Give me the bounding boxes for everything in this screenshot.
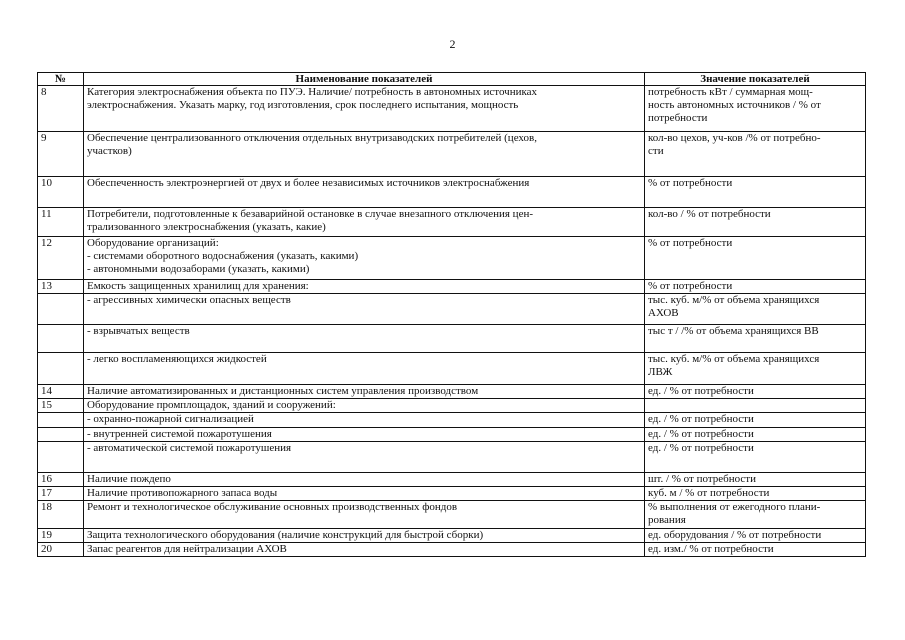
table-row <box>38 413 866 428</box>
indicator-name-cell <box>84 208 645 237</box>
table-row <box>38 442 866 473</box>
indicator-value-line: тыс т / /% от объема хранящихся ВВ <box>648 325 819 337</box>
indicator-value-line: % от потребности <box>648 280 733 292</box>
indicator-value-line: ед. изм./ % от потребности <box>648 543 774 555</box>
indicator-name-cell <box>84 385 645 399</box>
table-row <box>38 473 866 487</box>
indicator-value-cell <box>645 442 866 473</box>
table-row <box>38 399 866 413</box>
indicator-value-line: ед. / % от потребности <box>648 428 754 440</box>
indicator-name-line: Обеспеченность электроэнергией от двух и более независимых источников электроснабжения <box>87 177 530 189</box>
row-number: 10 <box>38 177 84 208</box>
row-number: 8 <box>38 86 84 132</box>
indicator-name-line: Емкость защищенных хранилищ для хранения: <box>87 280 309 292</box>
table-row <box>38 487 866 501</box>
indicator-value-cell <box>645 177 866 208</box>
indicator-name-cell <box>84 543 645 557</box>
indicator-value-cell <box>645 413 866 428</box>
indicator-name-line: Наличие автоматизированных и дистанционных систем управления производством <box>87 385 479 397</box>
indicator-value-line: тыс. куб. м/% от объема хранящихся <box>648 294 820 306</box>
indicator-value-line: ед. оборудования / % от потребности <box>648 529 822 541</box>
indicator-value-line: ед. / % от потребности <box>648 413 754 425</box>
row-number: 9 <box>38 132 84 177</box>
row-number <box>38 353 84 385</box>
indicator-value-line: % от потребности <box>648 237 733 249</box>
indicator-name-cell <box>84 428 645 442</box>
indicator-value-line: кол-во / % от потребности <box>648 208 771 220</box>
indicator-value-cell <box>645 353 866 385</box>
indicator-value-line: ед. / % от потребности <box>648 385 754 397</box>
table-row <box>38 86 866 132</box>
row-number: 13 <box>38 280 84 294</box>
indicator-name-line: - внутренней системой пожаротушения <box>87 428 272 440</box>
indicator-name-cell <box>84 353 645 385</box>
indicator-name-line: Запас реагентов для нейтрализации АХОВ <box>87 543 287 555</box>
indicator-value-line: % выполнения от ежегодного плани- <box>648 501 821 513</box>
indicator-name-line: трализованного электроснабжения (указать, какие) <box>87 221 326 233</box>
indicator-name-line: Ремонт и технологическое обслуживание основных производственных фондов <box>87 501 458 513</box>
row-number: 15 <box>38 399 84 413</box>
indicator-name-line: участков) <box>87 145 132 157</box>
page-number: 2 <box>449 37 456 51</box>
indicator-name-line: - автономными водозаборами (указать, какими) <box>87 263 310 275</box>
row-number: 17 <box>38 487 84 501</box>
indicator-value-cell <box>645 325 866 353</box>
indicator-value-line: % от потребности <box>648 177 733 189</box>
table-row <box>38 428 866 442</box>
indicator-name-cell <box>84 294 645 325</box>
indicator-value-cell <box>645 501 866 529</box>
indicator-name-line: Оборудование промплощадок, зданий и сооружений: <box>87 399 336 411</box>
row-number: 11 <box>38 208 84 237</box>
indicator-name-line: электроснабжения. Указать марку, год изготовления, срок последнего испытания, мощность <box>87 99 519 111</box>
row-number <box>38 428 84 442</box>
row-number <box>38 413 84 428</box>
row-number <box>38 325 84 353</box>
indicator-name-line: Потребители, подготовленные к безаварийной остановке в случае внезапного отключения цен- <box>87 208 534 220</box>
indicator-name-line: - охранно-пожарной сигнализацией <box>87 413 254 425</box>
indicator-name-line: Категория электроснабжения объекта по ПУЭ. Наличие/ потребность в автономных источниках <box>87 86 538 98</box>
indicator-name-line: - автоматической системой пожаротушения <box>87 442 292 454</box>
indicator-value-cell <box>645 385 866 399</box>
indicator-name-line: Оборудование организаций: <box>87 237 219 249</box>
indicator-name-cell <box>84 132 645 177</box>
indicators-table <box>37 72 866 557</box>
indicator-value-line: тыс. куб. м/% от объема хранящихся <box>648 353 820 365</box>
row-number: 18 <box>38 501 84 529</box>
indicator-name-cell <box>84 280 645 294</box>
indicator-name-cell <box>84 473 645 487</box>
indicator-name-cell <box>84 501 645 529</box>
indicator-value-cell <box>645 428 866 442</box>
indicator-name-cell <box>84 487 645 501</box>
table-row <box>38 325 866 353</box>
table-row <box>38 177 866 208</box>
table-row <box>38 237 866 280</box>
indicator-name-cell <box>84 237 645 280</box>
indicator-name-cell <box>84 399 645 413</box>
header-indicator-value: Значение показателей <box>645 73 866 86</box>
indicator-name-line: Защита технологического оборудования (наличие конструкций для быстрой сборки) <box>87 529 484 541</box>
indicator-value-cell <box>645 529 866 543</box>
row-number <box>38 442 84 473</box>
indicator-value-line: рования <box>648 514 686 526</box>
indicator-value-cell <box>645 132 866 177</box>
table-row <box>38 132 866 177</box>
indicator-name-cell <box>84 325 645 353</box>
indicator-value-line: кол-во цехов, уч-ков /% от потребно- <box>648 132 821 144</box>
indicator-value-line: потребности <box>648 112 708 124</box>
row-number: 12 <box>38 237 84 280</box>
indicator-value-line: ед. / % от потребности <box>648 442 754 454</box>
indicator-name-line: Обеспечение централизованного отключения отдельных внутризаводских потребителей (цехов, <box>87 132 537 144</box>
table-header-row <box>38 73 866 86</box>
indicator-name-line: - легко воспламеняющихся жидкостей <box>87 353 267 365</box>
indicator-name-line: - агрессивных химически опасных веществ <box>87 294 291 306</box>
header-indicator-name: Наименование показателей <box>84 73 645 86</box>
indicator-value-cell <box>645 237 866 280</box>
indicator-name-line: - взрывчатых веществ <box>87 325 190 337</box>
indicator-value-cell <box>645 208 866 237</box>
table-row <box>38 280 866 294</box>
row-number: 19 <box>38 529 84 543</box>
indicator-value-cell <box>645 86 866 132</box>
table-row <box>38 543 866 557</box>
indicator-name-cell <box>84 177 645 208</box>
indicator-value-line: шт. / % от потребности <box>648 473 756 485</box>
table-row <box>38 529 866 543</box>
indicator-value-line: ность автономных источников / % от <box>648 99 821 111</box>
header-number: № <box>38 73 84 86</box>
indicator-name-cell <box>84 413 645 428</box>
indicator-value-cell <box>645 294 866 325</box>
table-row <box>38 353 866 385</box>
indicator-value-line: ЛВЖ <box>648 366 673 378</box>
row-number: 20 <box>38 543 84 557</box>
table-row <box>38 208 866 237</box>
indicator-value-cell <box>645 399 866 413</box>
indicator-name-cell <box>84 86 645 132</box>
indicator-name-line: Наличие пождепо <box>87 473 171 485</box>
indicator-name-line: - системами оборотного водоснабжения (указать, какими) <box>87 250 359 262</box>
table-row <box>38 385 866 399</box>
indicator-name-cell <box>84 442 645 473</box>
table-row <box>38 501 866 529</box>
indicator-value-line: сти <box>648 145 664 157</box>
row-number: 16 <box>38 473 84 487</box>
indicator-value-line: куб. м / % от потребности <box>648 487 770 499</box>
indicator-value-line: потребность кВт / суммарная мощ- <box>648 86 813 98</box>
indicator-value-cell <box>645 473 866 487</box>
indicator-value-cell <box>645 487 866 501</box>
indicator-value-cell <box>645 280 866 294</box>
indicator-name-line: Наличие противопожарного запаса воды <box>87 487 278 499</box>
table-row <box>38 294 866 325</box>
indicator-value-line: АХОВ <box>648 307 679 319</box>
row-number <box>38 294 84 325</box>
indicator-name-cell <box>84 529 645 543</box>
row-number: 14 <box>38 385 84 399</box>
indicator-value-cell <box>645 543 866 557</box>
